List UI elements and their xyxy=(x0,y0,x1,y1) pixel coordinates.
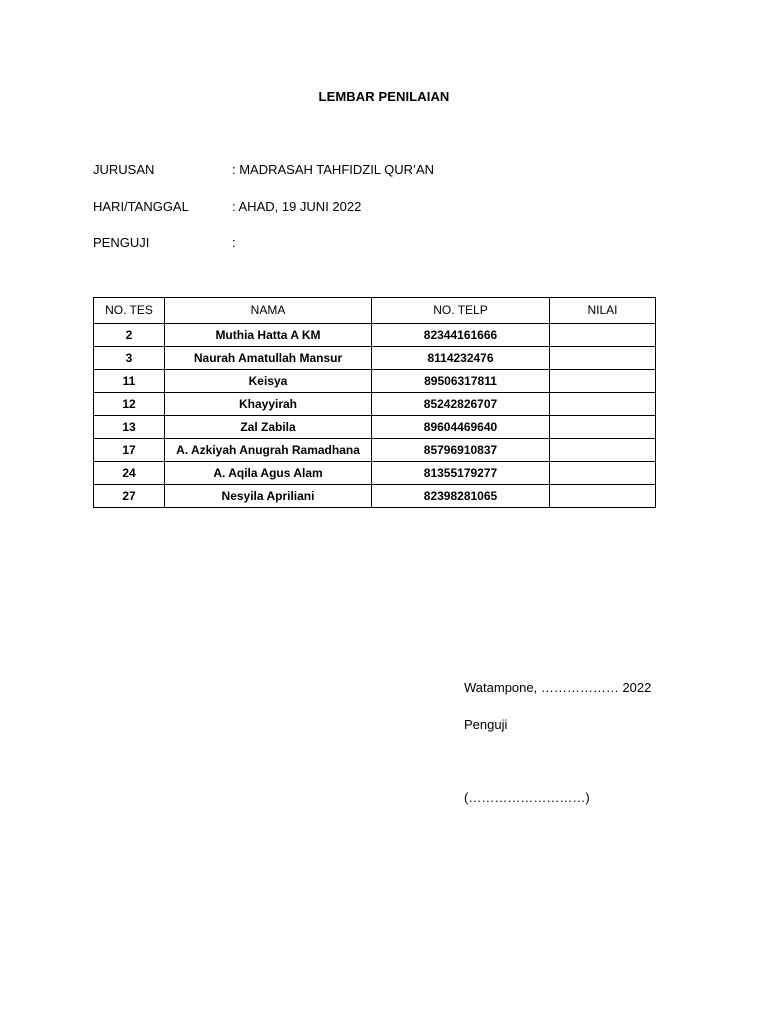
cell-nama: Nesyila Apriliani xyxy=(165,485,372,508)
cell-nama: Khayyirah xyxy=(165,393,372,416)
cell-telp: 81355179277 xyxy=(372,462,550,485)
cell-no: 3 xyxy=(94,347,165,370)
table-row xyxy=(94,347,656,370)
cell-telp: 85796910837 xyxy=(372,439,550,462)
cell-nama: Zal Zabila xyxy=(165,416,372,439)
cell-no: 2 xyxy=(94,324,165,347)
cell-nama: Muthia Hatta A KM xyxy=(165,324,372,347)
cell-nama: A. Azkiyah Anugrah Ramadhana xyxy=(165,439,372,462)
table-row xyxy=(94,462,656,485)
cell-nama: Naurah Amatullah Mansur xyxy=(165,347,372,370)
cell-telp: 89506317811 xyxy=(372,370,550,393)
cell-telp: 82344161666 xyxy=(372,324,550,347)
header-nilai: NILAI xyxy=(550,298,656,324)
table-row xyxy=(94,439,656,462)
cell-no: 24 xyxy=(94,462,165,485)
cell-nilai[interactable] xyxy=(550,370,656,393)
cell-telp: 8114232476 xyxy=(372,347,550,370)
header-nama: NAMA xyxy=(165,298,372,324)
cell-no: 11 xyxy=(94,370,165,393)
signature-role: Penguji xyxy=(464,717,508,732)
hari-tanggal-value: : AHAD, 19 JUNI 2022 xyxy=(232,199,362,214)
cell-no: 13 xyxy=(94,416,165,439)
table-header-row xyxy=(94,298,656,324)
table-row xyxy=(94,370,656,393)
hari-tanggal-label: HARI/TANGGAL xyxy=(93,199,189,214)
cell-nilai[interactable] xyxy=(550,485,656,508)
table-row xyxy=(94,485,656,508)
signature-name-blank: (………………………) xyxy=(464,790,590,805)
cell-nama: Keisya xyxy=(165,370,372,393)
page-title: LEMBAR PENILAIAN xyxy=(318,89,450,104)
signature-place-date: Watampone, ……………… 2022 xyxy=(464,680,652,695)
header-no-tes: NO. TES xyxy=(94,298,165,324)
cell-telp: 82398281065 xyxy=(372,485,550,508)
cell-nama: A. Aqila Agus Alam xyxy=(165,462,372,485)
cell-telp: 85242826707 xyxy=(372,393,550,416)
cell-nilai[interactable] xyxy=(550,324,656,347)
score-table xyxy=(93,297,656,508)
table-row xyxy=(94,324,656,347)
table-row xyxy=(94,393,656,416)
penguji-value: : xyxy=(232,235,236,250)
cell-no: 17 xyxy=(94,439,165,462)
cell-nilai[interactable] xyxy=(550,393,656,416)
header-no-telp: NO. TELP xyxy=(372,298,550,324)
cell-nilai[interactable] xyxy=(550,462,656,485)
cell-nilai[interactable] xyxy=(550,416,656,439)
cell-no: 12 xyxy=(94,393,165,416)
jurusan-value: : MADRASAH TAHFIDZIL QUR’AN xyxy=(232,162,435,177)
cell-telp: 89604469640 xyxy=(372,416,550,439)
penguji-label: PENGUJI xyxy=(93,235,150,250)
jurusan-label: JURUSAN xyxy=(93,162,155,177)
table-row xyxy=(94,416,656,439)
cell-nilai[interactable] xyxy=(550,439,656,462)
cell-no: 27 xyxy=(94,485,165,508)
cell-nilai[interactable] xyxy=(550,347,656,370)
